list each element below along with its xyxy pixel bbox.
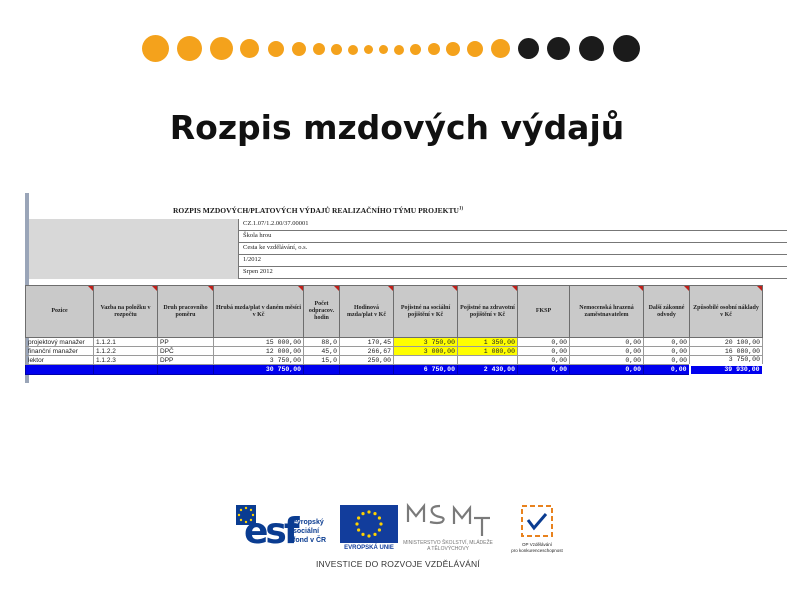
cell-social-insurance: 3 750,00: [394, 338, 458, 347]
dot: [348, 45, 358, 55]
dot: [292, 42, 306, 56]
table-row: [26, 338, 763, 347]
cell-eligible-costs: 3 750,00: [690, 356, 763, 365]
op-logo: [498, 504, 576, 556]
cell-gross-salary: 12 000,00: [214, 347, 304, 356]
eu-logo: [340, 505, 398, 554]
info-value: Škola hrou: [243, 232, 272, 239]
dot: [547, 37, 570, 60]
decorative-dots: [140, 33, 660, 63]
total-eligible-costs: 39 930,00: [690, 365, 763, 375]
dot: [491, 39, 510, 58]
salary-table: [25, 285, 764, 376]
cell-fksp: 0,00: [518, 347, 570, 356]
msmt-logo: [402, 500, 494, 552]
info-row-month: [29, 267, 787, 279]
column-header: Druh pracovního poměru: [158, 286, 214, 338]
sheet-title: [173, 206, 463, 215]
cell-position: lektor: [26, 356, 94, 365]
cell-health-insurance: [458, 356, 518, 365]
cell-budget-item: 1.1.2.2: [94, 347, 158, 356]
op-caption-line: pro konkurenceschopnost: [511, 547, 563, 553]
cell-eligible-costs: 16 080,00: [690, 347, 763, 356]
cell-hourly-rate: 170,45: [340, 338, 394, 347]
column-header: Pojistné na zdravotní pojištění v Kč: [458, 286, 518, 338]
column-header: Další zákonné odvody: [644, 286, 690, 338]
cell-sick-pay: 0,00: [570, 356, 644, 365]
dot: [379, 45, 388, 54]
dot: [518, 38, 539, 59]
totals-row: [26, 365, 763, 375]
dot: [467, 41, 483, 57]
op-caption: [498, 542, 576, 553]
dot: [364, 45, 373, 54]
dot: [394, 45, 404, 55]
cell-eligible-costs: 20 100,00: [690, 338, 763, 347]
msmt-caption: MINISTERSTVO ŠKOLSTVÍ, MLÁDEŽE A TĚLOVÝCHOVY: [403, 540, 493, 552]
cell-social-insurance: 3 000,00: [394, 347, 458, 356]
cell-hourly-rate: 250,00: [340, 356, 394, 365]
cell-gross-salary: 3 750,00: [214, 356, 304, 365]
cell-contract-type: DPP: [158, 356, 214, 365]
dot: [142, 35, 169, 62]
column-header: Počet odpracov. hodin: [304, 286, 340, 338]
table-row: [26, 347, 763, 356]
op-emblem-icon: [498, 504, 576, 540]
table-row: [26, 356, 763, 365]
esf-letters: esf: [244, 511, 297, 552]
total-social-insurance: 6 750,00: [394, 365, 458, 375]
info-value: Srpen 2012: [243, 268, 273, 275]
cell-fksp: 0,00: [518, 338, 570, 347]
eu-label: EVROPSKÁ UNIE: [344, 545, 394, 551]
column-header: Hrubá mzda/plat v daném měsíci v Kč: [214, 286, 304, 338]
dot: [410, 44, 421, 55]
column-header: Způsobilé osobní náklady v Kč: [690, 286, 763, 338]
sheet-title-text: ROZPIS MZDOVÝCH/PLATOVÝCH VÝDAJŮ REALIZAČNÍHO TÝMU PROJEKTU: [173, 206, 459, 215]
cell-gross-salary: 15 000,00: [214, 338, 304, 347]
esf-text-line: fond v ČR: [293, 537, 327, 544]
footnote-mark: 1): [458, 206, 464, 212]
logos-tagline: INVESTICE DO ROZVOJE VZDĚLÁVÁNÍ: [316, 559, 480, 569]
table-header-row: [26, 286, 763, 338]
total-gross-salary: 30 750,00: [214, 365, 304, 375]
total-cell: [340, 365, 394, 375]
total-cell: [158, 365, 214, 375]
cell-budget-item: 1.1.2.1: [94, 338, 158, 347]
cell-sick-pay: 0,00: [570, 347, 644, 356]
dot: [428, 43, 440, 55]
cell-hours: 88,0: [304, 338, 340, 347]
dot: [331, 44, 342, 55]
eu-flag-icon: [340, 505, 398, 543]
cell-social-insurance: [394, 356, 458, 365]
esf-text-line: evropský: [293, 519, 324, 526]
dot: [579, 36, 604, 61]
esf-text: [293, 518, 326, 545]
cell-fksp: 0,00: [518, 356, 570, 365]
info-row-project-name: [29, 231, 787, 243]
cell-other-levies: 0,00: [644, 356, 690, 365]
column-header: Vazba na položku v rozpočtu: [94, 286, 158, 338]
slide-title: Rozpis mzdových výdajů: [169, 108, 625, 147]
info-value: CZ.1.07/1.2.00/37.00001: [243, 220, 309, 227]
cell-contract-type: DPČ: [158, 347, 214, 356]
column-header: FKSP: [518, 286, 570, 338]
cell-contract-type: PP: [158, 338, 214, 347]
total-cell: [94, 365, 158, 375]
dot: [446, 42, 460, 56]
info-row-report-number: [29, 255, 787, 267]
total-cell: [26, 365, 94, 375]
dot: [240, 39, 259, 58]
cell-health-insurance: 1 080,00: [458, 347, 518, 356]
info-row-applicant: [29, 243, 787, 255]
cell-other-levies: 0,00: [644, 347, 690, 356]
column-header: Pozice: [26, 286, 94, 338]
total-fksp: 0,00: [518, 365, 570, 375]
dot: [210, 37, 233, 60]
esf-text-line: sociální: [293, 528, 320, 535]
dot: [613, 35, 640, 62]
esf-logo: [236, 505, 334, 553]
dot: [268, 41, 284, 57]
info-value: Cesta ke vzdělávání, o.s.: [243, 244, 308, 251]
cell-hours: 45,0: [304, 347, 340, 356]
dot: [313, 43, 325, 55]
total-cell: [304, 365, 340, 375]
cell-health-insurance: 1 350,00: [458, 338, 518, 347]
cell-position: finanční manažer: [26, 347, 94, 356]
column-header: Pojistné na sociální pojištění v Kč: [394, 286, 458, 338]
msmt-emblem-icon: [402, 500, 494, 540]
info-value: 1/2012: [243, 256, 262, 263]
op-caption-line: OP Vzdělávání: [522, 542, 552, 547]
cell-budget-item: 1.1.2.3: [94, 356, 158, 365]
total-health-insurance: 2 430,00: [458, 365, 518, 375]
info-row-project-number: [29, 219, 787, 231]
cell-hours: 15,0: [304, 356, 340, 365]
dot: [177, 36, 202, 61]
total-sick-pay: 0,00: [570, 365, 644, 375]
cell-sick-pay: 0,00: [570, 338, 644, 347]
column-header: Hodinová mzda/plat v Kč: [340, 286, 394, 338]
cell-hourly-rate: 266,67: [340, 347, 394, 356]
partner-logos: [236, 500, 576, 572]
total-other-levies: 0,00: [644, 365, 690, 375]
cell-other-levies: 0,00: [644, 338, 690, 347]
column-header: Nemocenská hrazená zaměstnavatelem: [570, 286, 644, 338]
cell-position: projektový manažer: [26, 338, 94, 347]
